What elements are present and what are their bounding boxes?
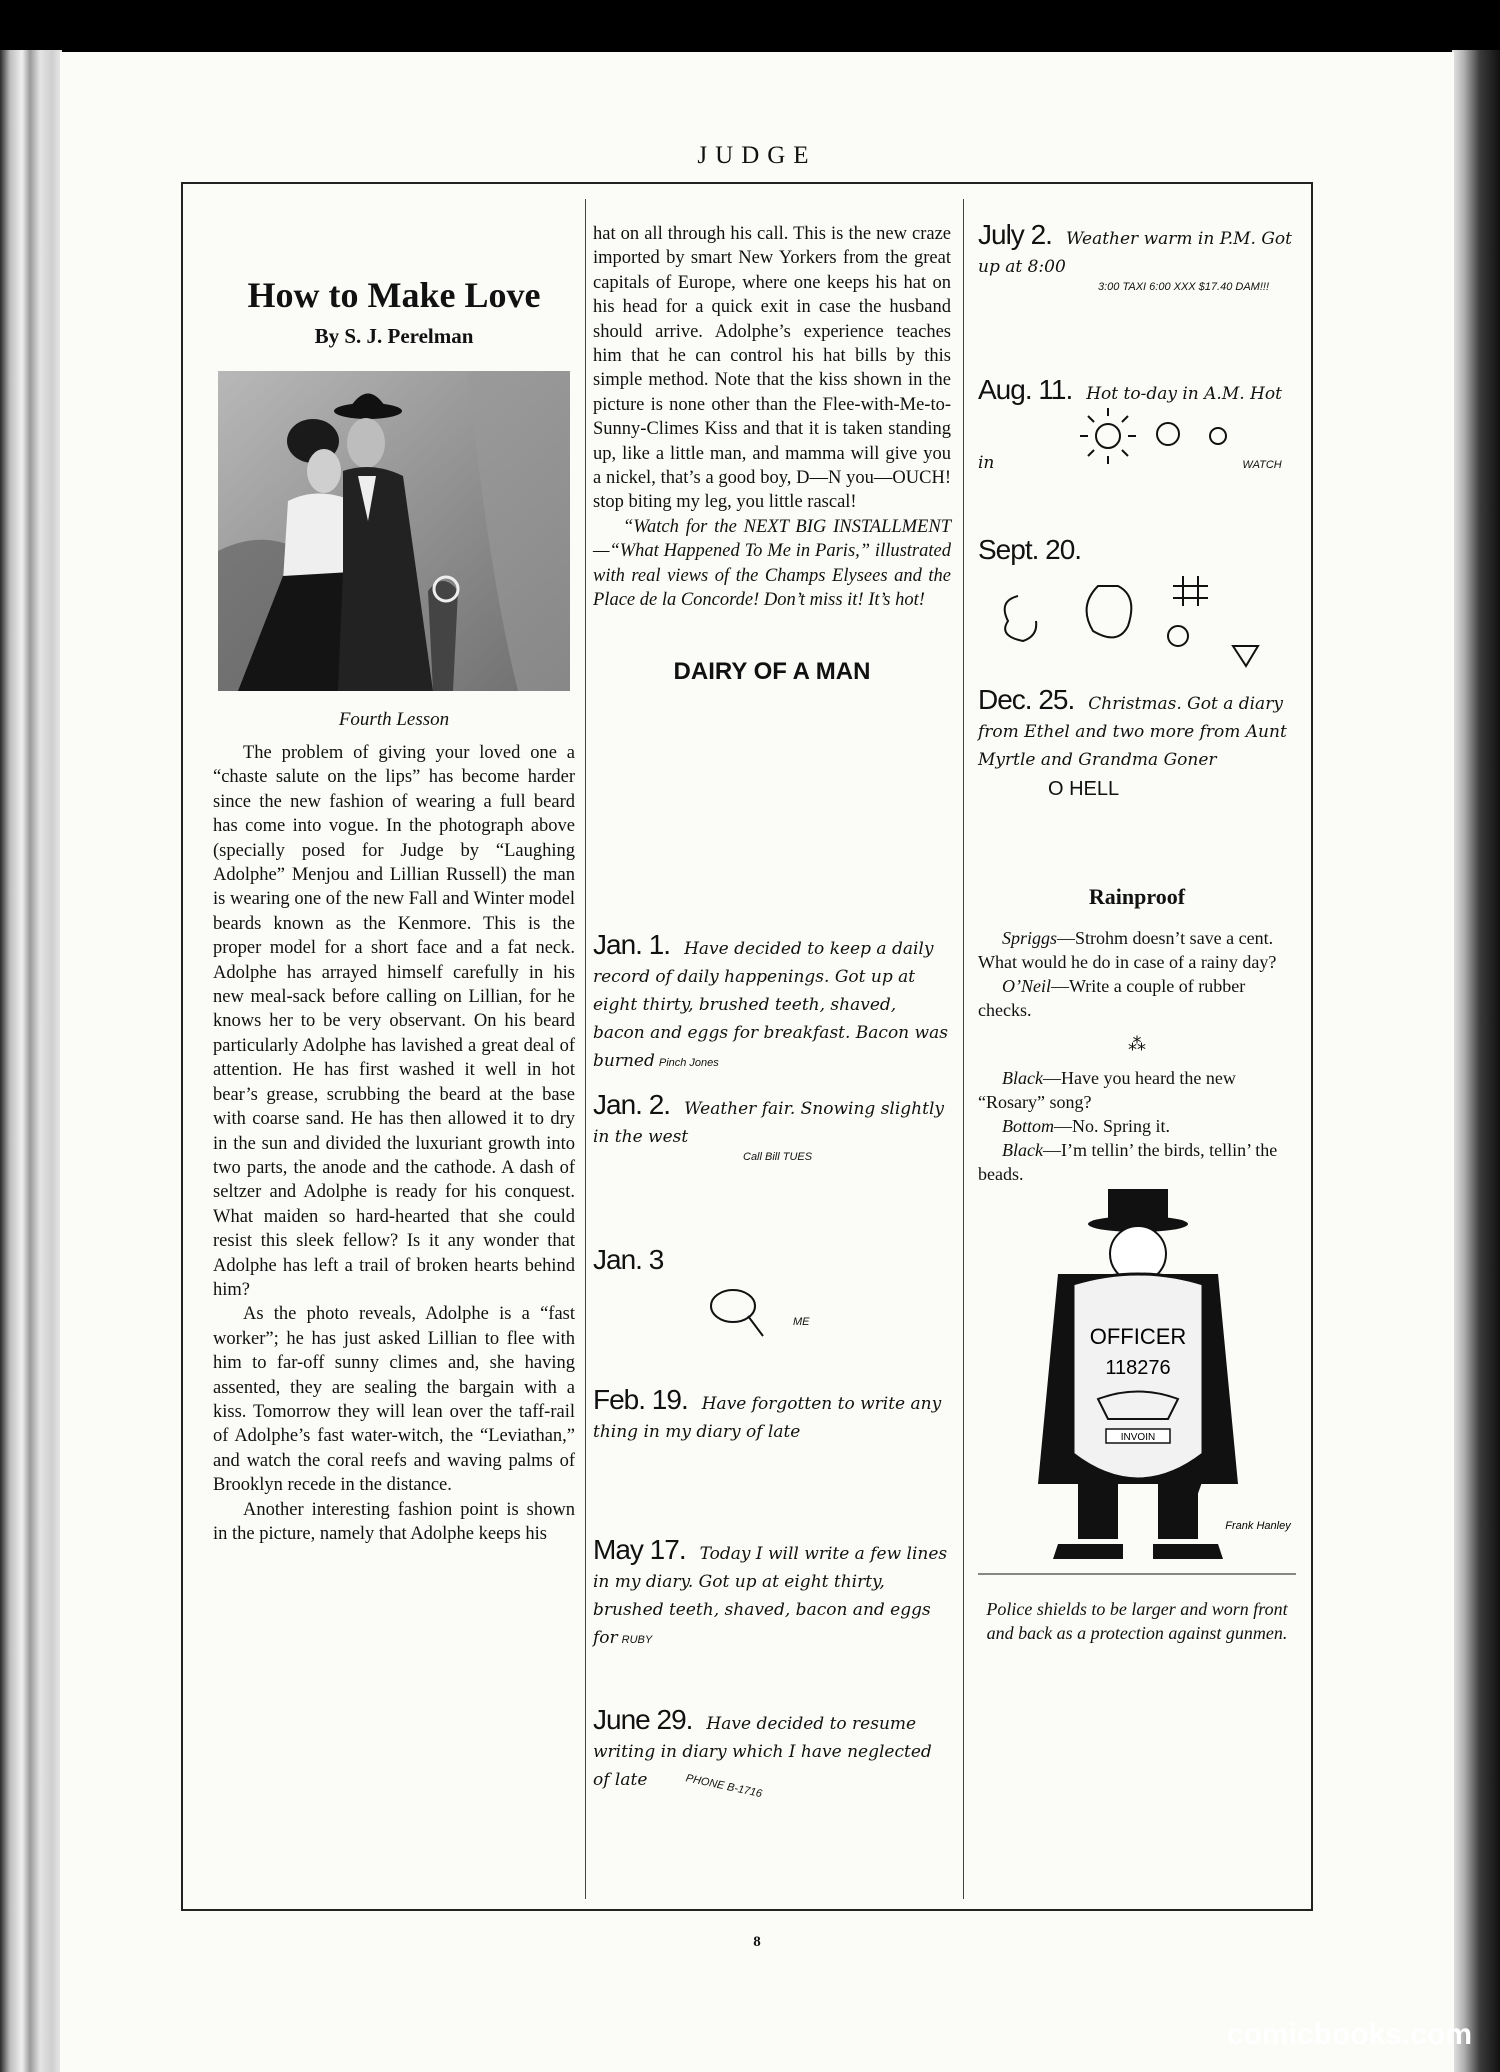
column-rule-2: [963, 199, 964, 1899]
entry-note: ME: [793, 1316, 810, 1328]
photo-illustration: [218, 371, 570, 691]
sun-doodle-icon: [998, 408, 1238, 468]
entry-note: RUBY: [621, 1634, 653, 1646]
column-2: [593, 184, 951, 1801]
paragraph: hat on all through his call. This is the new craze imported by smart New Yorkers from the great capitals of Europe, where one keeps his hat on his head for a quick exit in case the husband should arrive. Adolphe’s experience teaches him that he can control his hat bills by this simple method. Note that the kiss shown in the picture is none other than the Flee-with-Me-to-Sunny-Climes Kiss and that it is taken standing up, like a little man, and mamma will give you a nickel, that’s a good boy, D—N you—OUCH! stop biting my leg, you little rascal!: [593, 224, 951, 513]
paragraph: As the photo reveals, Adolphe is a “fast worker”; he has just asked Lillian to flee with him to far-off sunny climes and, she having assented, they are sealing the bargain with a kiss. Tomorrow they will lean over the taff-rail of Adolphe’s fast water-witch, the “Leviathan,” and watch the coral reefs and waving palms of Brooklyn recede in the distance.: [213, 1304, 575, 1496]
shield-text-1: OFFICER: [1089, 1324, 1187, 1349]
cartoon-signature: Frank Hanley: [1225, 1520, 1291, 1532]
diary-entry-jan1: [593, 929, 951, 1075]
entry-date: Jan. 1.: [593, 929, 671, 960]
running-head: JUDGE: [697, 142, 817, 169]
diary-entry-jan3: [593, 1244, 951, 1356]
diary-entry-feb19: [593, 1384, 951, 1446]
article-body-col2: [593, 222, 951, 613]
rainproof-title: Rainproof: [1088, 884, 1186, 909]
entry-note: O HELL: [1048, 778, 1120, 800]
entry-text: Have forgotten to write any thing in my diary of late: [593, 1394, 942, 1442]
shield-text-2: 118276: [1105, 1357, 1171, 1379]
entry-text: Today I will write a few lines in my diary. Got up at eight thirty, brushed teeth, shaved, bacon and eggs for: [593, 1544, 948, 1648]
entry-date: Sept. 20.: [978, 534, 1082, 565]
rainproof-section: [978, 884, 1296, 1186]
watermark: comicbooks.com: [1226, 2018, 1472, 2051]
entry-note: Call Bill TUES: [743, 1151, 813, 1163]
faces-doodle-icon: [978, 566, 1278, 676]
entry-date: June 29.: [593, 1704, 693, 1735]
shield-banner: INVOIN: [1120, 1432, 1156, 1443]
entry-date: Dec. 25.: [978, 684, 1075, 715]
diary-entry-may17: [593, 1534, 951, 1652]
police-shield-cartoon-icon: [978, 1184, 1296, 1584]
diary-entry-dec25: [978, 684, 1296, 801]
article-body-col1: [213, 741, 575, 1546]
entry-note: 3:00 TAXI 6:00 XXX $17.40 DAM!!!: [1098, 281, 1269, 293]
entry-date: July 2.: [978, 219, 1052, 250]
paragraph: The problem of giving your loved one a “chaste salute on the lips” has become harder since the new fashion of wearing a full beard has come into vogue. In the photograph above (specially posed for Judge by “Laughing Adolphe” Menjou and Lillian Russell) the man is wearing one of the new Fall and Winter model beards known as the Kenmore. This is the proper model for a short face and a fat neck. Adolphe has arrayed himself carefully in his new meal-sack before calling on Lillian, for he knows her to be very observant. On his beard particularly Adolphe has lavished a great deal of attention. He has first washed it well in hot bear’s grease, scrubbing the beard at the base with coarse sand. He has then allowed it to dry in the sun and divided the luxuriant growth into two parts, the anode and the cathode. A dash of seltzer and Adolphe is ready for his conquest. What maiden so hard-hearted that she could resist this sleek fellow? Is it any wonder that Adolphe has left a trail of broken hearts behind him?: [213, 743, 575, 1300]
joke-line: Black—Have you heard the new “Rosary” song?: [978, 1068, 1236, 1112]
kiss-photograph: [218, 371, 570, 691]
joke-line: Black—I’m tellin’ the birds, tellin’ the beads.: [978, 1140, 1278, 1184]
entry-date: Aug. 11.: [978, 374, 1073, 405]
entry-date: Jan. 2.: [593, 1089, 671, 1120]
entry-date: Feb. 19.: [593, 1384, 688, 1415]
diary-entry-sept20: [978, 534, 1296, 681]
next-installment-note: “Watch for the NEXT BIG INSTALLMENT—“What Happened To Me in Paris,” illustrated with real views of the Champs Elysees and the Place de la Concorde! Don’t miss it! It’s hot!: [593, 516, 951, 611]
entry-text: Hot to-day in A.M. Hot in: [978, 384, 1282, 473]
entry-date: Jan. 3: [593, 1244, 664, 1275]
magazine-page: [60, 52, 1454, 2072]
diary-entry-jan2: [593, 1089, 951, 1163]
column-1: [213, 184, 575, 1546]
diary-title: DAIRY OF A MAN: [673, 657, 871, 685]
article-byline: By S. J. Perelman: [314, 324, 474, 348]
page-number: 8: [753, 1934, 761, 1950]
book-binding-left: [0, 50, 62, 2072]
entry-text: Have decided to resume writing in diary which I have neglected of late: [593, 1714, 932, 1790]
cartoon-caption: Police shields to be larger and worn front and back as a protection against gunmen.: [986, 1599, 1288, 1643]
book-binding-right: [1452, 50, 1500, 2072]
rainproof-jokes: [978, 926, 1296, 1186]
entry-note: PHONE B-1716: [684, 1772, 764, 1801]
diary-entry-aug11: [978, 374, 1296, 477]
entry-note: WATCH: [1242, 459, 1282, 471]
photo-caption: Fourth Lesson: [338, 709, 450, 730]
column-rule-1: [585, 199, 586, 1899]
entry-text: Weather fair. Snowing slightly in the west: [593, 1099, 945, 1147]
doodle-me: [593, 1276, 951, 1356]
entry-text: Have decided to keep a daily record of daily happenings. Got up at eight thirty, brushed teeth, shaved, bacon and eggs for breakfast. Bacon was burned: [593, 939, 948, 1071]
entry-text: Christmas. Got a diary from Ethel and two more from Aunt Myrtle and Grandma Goner: [978, 694, 1287, 770]
section-separator: ⁂: [1128, 1034, 1146, 1054]
article-title: How to Make Love: [247, 275, 541, 315]
entry-text: Weather warm in P.M. Got up at 8:00: [978, 229, 1292, 277]
joke-line: Bottom—No. Spring it.: [1002, 1116, 1171, 1136]
diary-entry-june29: [593, 1704, 951, 1812]
joke-line: Spriggs—Strohm doesn’t save a cent. What would he do in case of a rainy day?: [978, 928, 1277, 972]
content-frame: [181, 182, 1313, 1911]
entry-note: Pinch Jones: [658, 1057, 719, 1069]
diary-entry-july2: [978, 219, 1296, 293]
entry-date: May 17.: [593, 1534, 686, 1565]
paragraph: Another interesting fashion point is shown in the picture, namely that Adolphe keeps his: [213, 1499, 575, 1544]
policeman-cartoon: [978, 1184, 1296, 1645]
joke-line: O’Neil—Write a couple of rubber checks.: [978, 976, 1246, 1020]
